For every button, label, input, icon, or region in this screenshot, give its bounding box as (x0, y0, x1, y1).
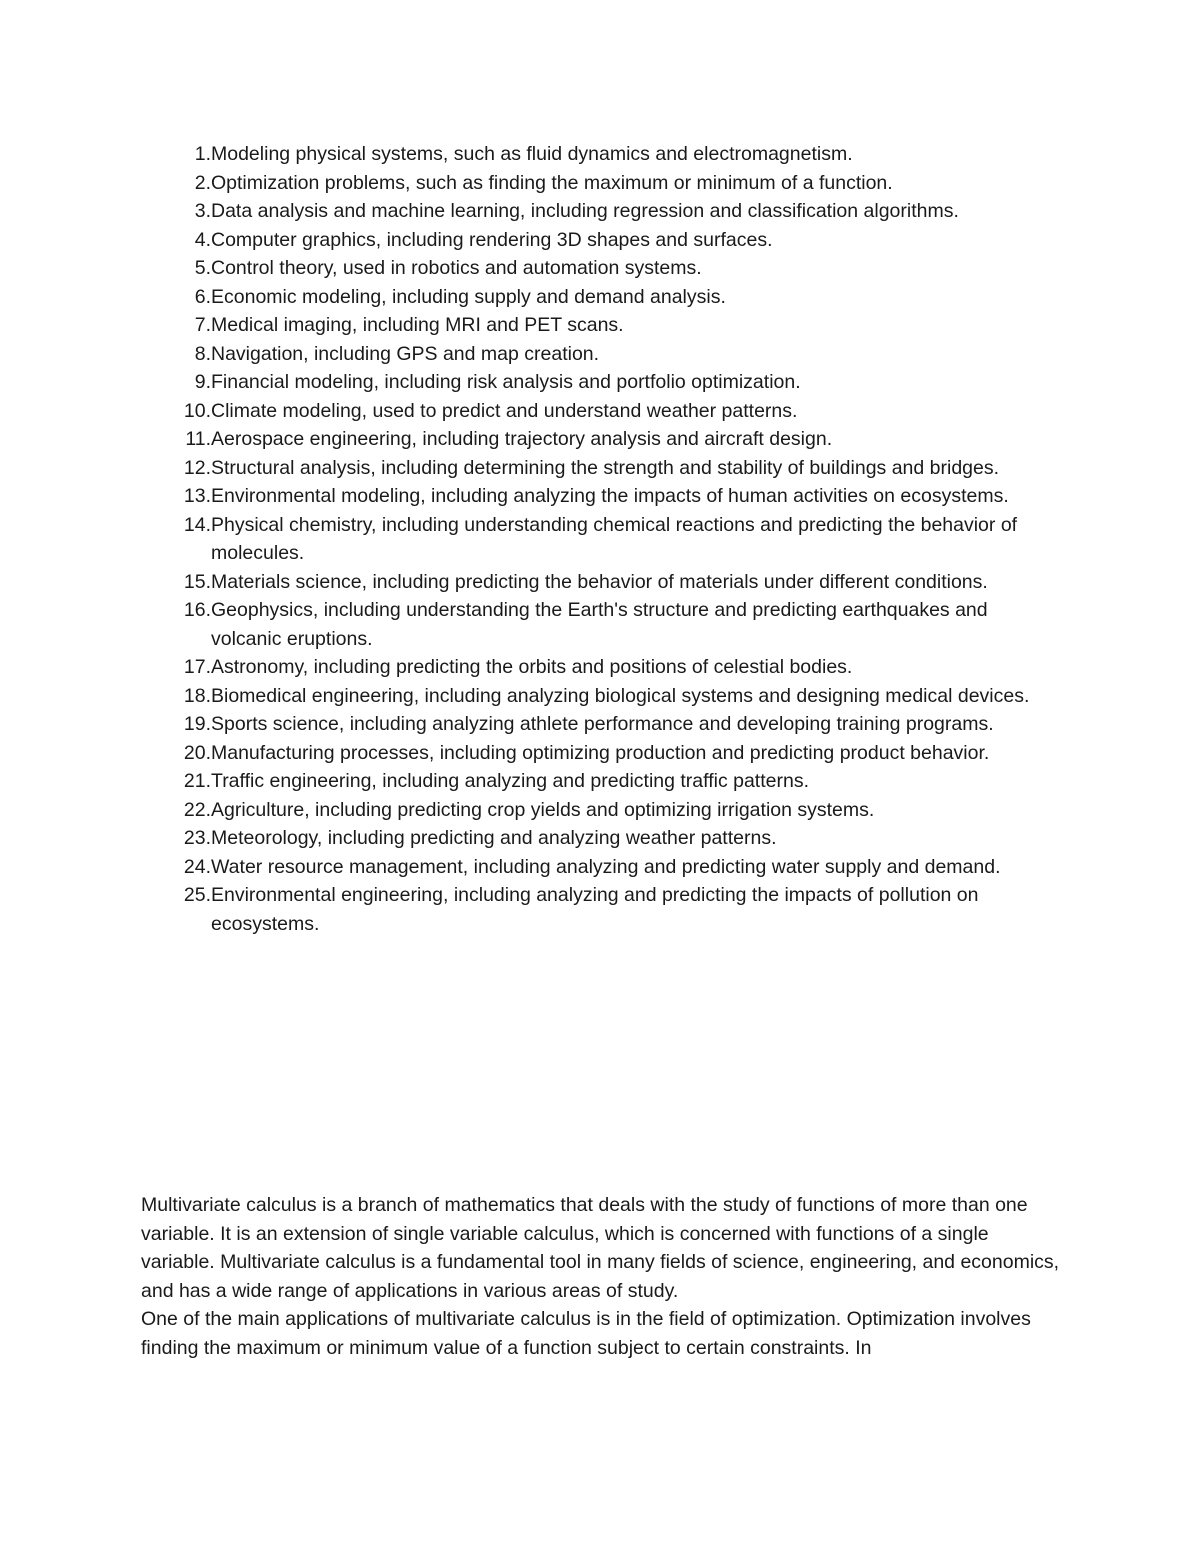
list-item-text: Control theory, used in robotics and automation systems. (211, 257, 702, 279)
list-item-text: Climate modeling, used to predict and understand weather patterns. (211, 399, 798, 422)
list-item (141, 682, 1061, 711)
list-item (141, 568, 1061, 597)
list-item-text: Materials science, including predicting the behavior of materials under different conditions. (211, 570, 988, 593)
list-item-text: Geophysics, including understanding the Earth's structure and predicting earthquakes and volcanic eruptions. (211, 599, 988, 650)
list-item (141, 710, 1061, 739)
list-item-number-label: 19. (183, 713, 211, 735)
list-item-text: Sports science, including analyzing athlete performance and developing training programs. (211, 713, 994, 735)
list-item (141, 397, 1061, 426)
list-item (141, 482, 1061, 511)
list-item (141, 596, 1061, 653)
list-item (141, 653, 1061, 682)
list-item-number (141, 710, 211, 739)
list-item-number-label: 22. (183, 798, 211, 821)
list-item-text: Navigation, including GPS and map creation. (211, 342, 600, 365)
list-item (141, 454, 1061, 483)
list-item-number (141, 197, 211, 226)
list-item (141, 311, 1061, 340)
list-item-number (141, 226, 211, 255)
list-item-text: Structural analysis, including determining the strength and stability of buildings and bridges. (211, 456, 1000, 479)
list-item-number-label: 7. (194, 314, 211, 336)
list-item (141, 739, 1061, 768)
list-item-number (141, 482, 211, 511)
paragraph: One of the main applications of multivariate calculus is in the field of optimization. Optimization involves finding the maximum or minimum value of a function subject to certain constraints. In (141, 1308, 1031, 1359)
list-item-number (141, 340, 211, 369)
body-text (141, 1191, 1061, 1362)
list-item-number-label: 20. (183, 741, 211, 764)
list-item-number-label: 11. (185, 428, 211, 450)
list-item-number (141, 283, 211, 312)
list-item-number (141, 739, 211, 768)
list-item-text: Environmental engineering, including analyzing and predicting the impacts of pollution on ecosystems. (211, 884, 979, 935)
list-item-number-label: 13. (183, 485, 211, 507)
list-item-text: Financial modeling, including risk analysis and portfolio optimization. (211, 371, 801, 393)
list-item-number (141, 454, 211, 483)
list-item-number-label: 18. (183, 684, 211, 707)
list-item-number (141, 767, 211, 796)
list-item (141, 140, 1061, 169)
list-item-number (141, 824, 211, 853)
list-item (141, 824, 1061, 853)
list-item-text: Data analysis and machine learning, including regression and classification algorithms. (211, 200, 959, 222)
list-item-text: Meteorology, including predicting and analyzing weather patterns. (211, 827, 777, 849)
list-item-text: Biomedical engineering, including analyzing biological systems and designing medical devices. (211, 684, 1030, 707)
list-item-number (141, 682, 211, 711)
list-item-number (141, 425, 211, 454)
list-item-number-label: 25. (183, 884, 211, 906)
list-item-number-label: 21. (183, 770, 211, 792)
list-item-text: Manufacturing processes, including optimizing production and predicting product behavior. (211, 741, 990, 764)
list-item-number-label: 23. (183, 827, 211, 849)
list-item-number-label: 9. (194, 371, 211, 393)
list-item-number (141, 568, 211, 597)
list-item-number-label: 15. (183, 570, 211, 593)
list-item-number-label: 14. (183, 513, 211, 536)
list-item-text: Water resource management, including analyzing and predicting water supply and demand. (211, 855, 1001, 878)
list-item-number (141, 881, 211, 938)
applications-list (141, 140, 1061, 938)
list-item-number (141, 596, 211, 653)
list-item (141, 340, 1061, 369)
list-item (141, 169, 1061, 198)
list-item-text: Medical imaging, including MRI and PET scans. (211, 314, 624, 336)
list-item-text: Economic modeling, including supply and demand analysis. (211, 285, 726, 308)
list-item-number-label: 16. (183, 599, 211, 621)
list-item-number-label: 2. (194, 171, 211, 194)
list-item-number (141, 169, 211, 198)
list-item-number (141, 254, 211, 283)
list-item-text: Modeling physical systems, such as fluid dynamics and electromagnetism. (211, 143, 853, 165)
list-item-number (141, 653, 211, 682)
list-item-number (141, 511, 211, 568)
list-item-number (141, 853, 211, 882)
list-item (141, 853, 1061, 882)
list-item-text: Optimization problems, such as finding the maximum or minimum of a function. (211, 171, 893, 194)
list-item-number-label: 4. (194, 228, 211, 251)
list-item-number (141, 140, 211, 169)
list-item-text: Agriculture, including predicting crop yields and optimizing irrigation systems. (211, 798, 875, 821)
list-item-number-label: 10. (183, 399, 211, 422)
list-item-text: Physical chemistry, including understanding chemical reactions and predicting the behavior of molecules. (211, 513, 1018, 564)
list-item-text: Environmental modeling, including analyzing the impacts of human activities on ecosystems. (211, 485, 1009, 507)
list-item (141, 511, 1061, 568)
list-item (141, 767, 1061, 796)
list-item (141, 197, 1061, 226)
list-item-text: Computer graphics, including rendering 3D shapes and surfaces. (211, 228, 773, 251)
list-item (141, 283, 1061, 312)
list-item-number (141, 397, 211, 426)
list-item-text: Traffic engineering, including analyzing and predicting traffic patterns. (211, 770, 809, 792)
list-item-number (141, 368, 211, 397)
list-item-number-label: 24. (183, 855, 211, 878)
list-item-number-label: 6. (194, 285, 211, 308)
list-item-number-label: 12. (183, 456, 211, 479)
list-item-number-label: 17. (183, 656, 211, 678)
list-item-number-label: 5. (194, 257, 211, 279)
list-item-number (141, 796, 211, 825)
list-item (141, 425, 1061, 454)
list-item-number-label: 8. (194, 342, 211, 365)
list-item-text: Astronomy, including predicting the orbits and positions of celestial bodies. (211, 656, 853, 678)
list-item-number-label: 1. (194, 143, 211, 165)
paragraph: Multivariate calculus is a branch of mathematics that deals with the study of functions of more than one variable. It is an extension of single variable calculus, which is concerned with functions of a single variable. Multivariate calculus is a fundamental tool in many fields of science, engineering, and economics, and has a wide range of applications in various areas of study. (141, 1194, 1060, 1302)
list-item-number (141, 311, 211, 340)
list-item (141, 881, 1061, 938)
list-item-number-label: 3. (194, 200, 211, 222)
list-item (141, 226, 1061, 255)
list-item (141, 254, 1061, 283)
list-item (141, 796, 1061, 825)
list-item-text: Aerospace engineering, including trajectory analysis and aircraft design. (211, 428, 833, 450)
list-item (141, 368, 1061, 397)
